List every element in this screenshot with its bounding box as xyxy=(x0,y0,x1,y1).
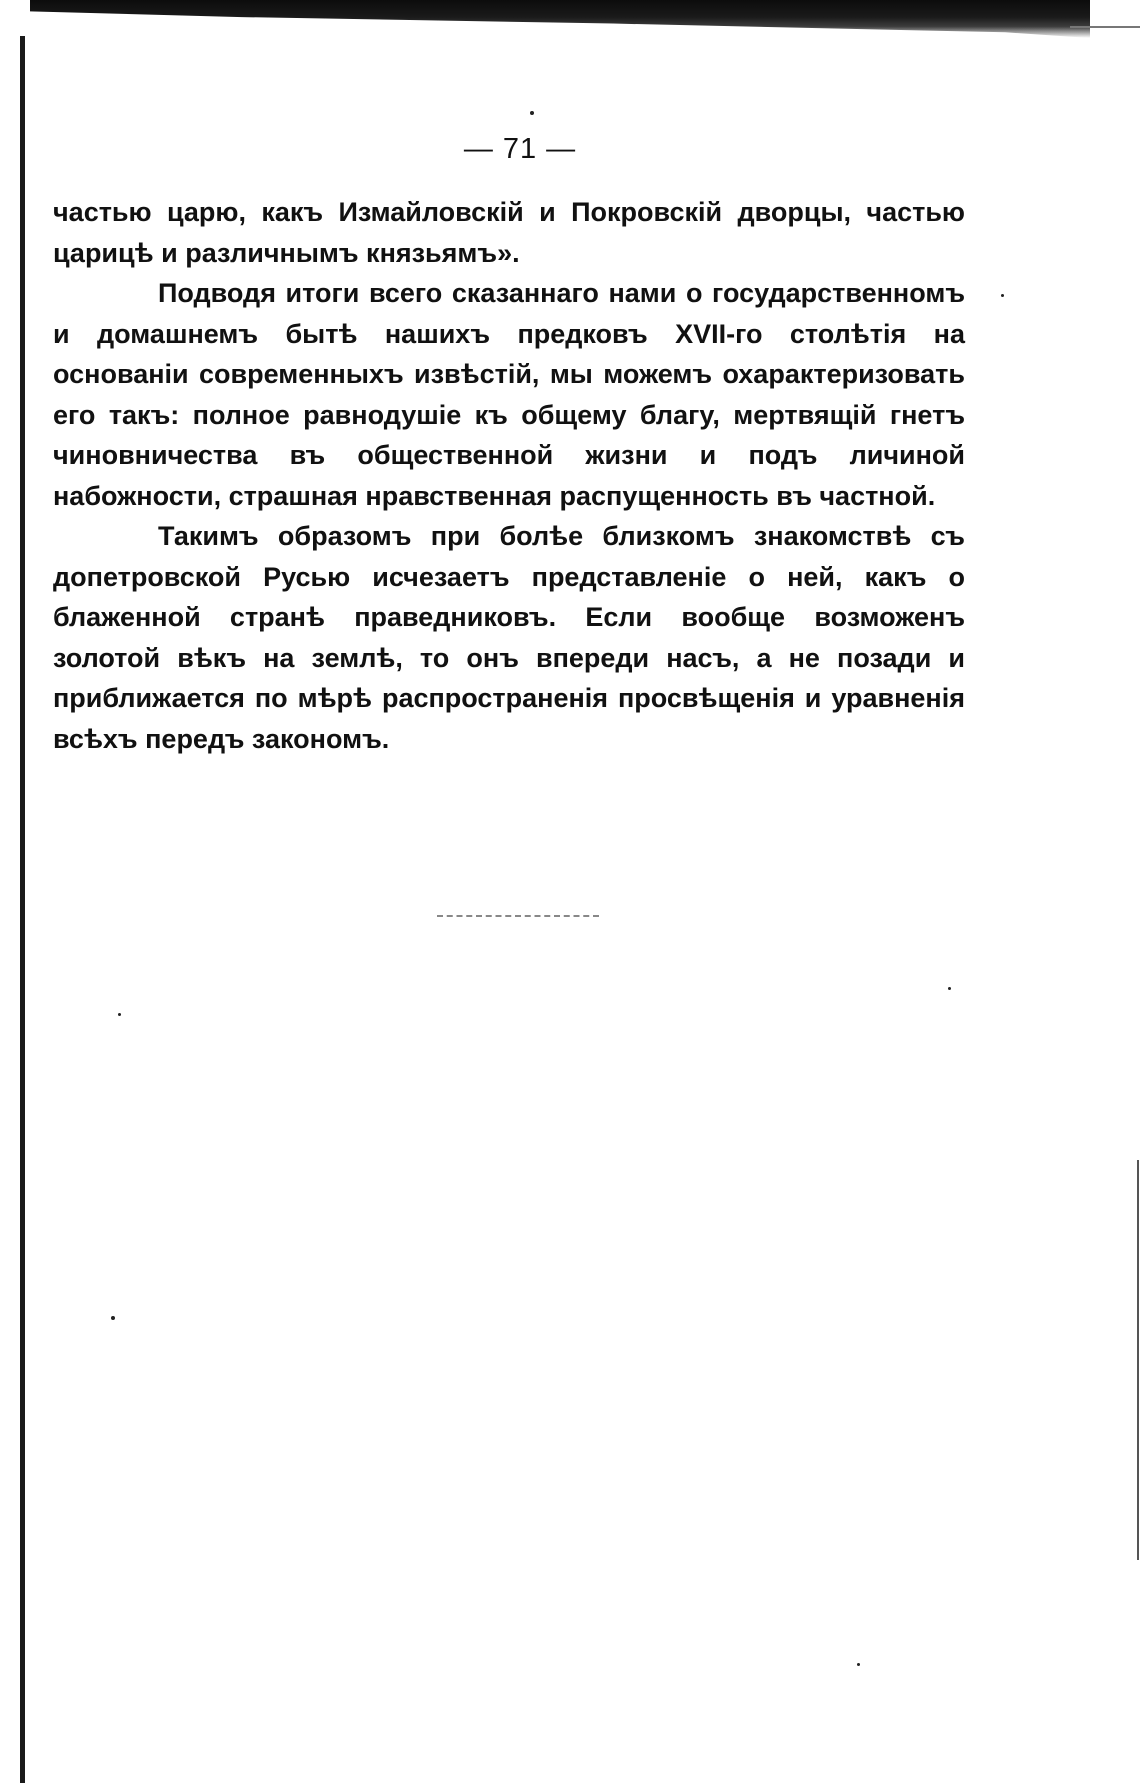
section-separator xyxy=(437,915,599,917)
dust-speck xyxy=(530,111,534,115)
dust-speck xyxy=(118,1013,121,1016)
dust-speck xyxy=(948,987,951,990)
scan-right-edge xyxy=(1137,1160,1139,1560)
paragraph-summary: Подводя итоги всего сказаннаго нами о государственномъ и домашнемъ бытѣ нашихъ предковъ XVII-го столѣтія на основаніи современныхъ извѣстій, мы можемъ охарактеризовать его такъ: полное равнодушіе къ общему благу, мертвящій гнетъ чиновничества въ общественной жизни и подъ личиной набожности, страшная нравственная распущенность въ частной. xyxy=(53,278,965,511)
scan-top-edge-right xyxy=(1070,26,1140,28)
scan-top-edge xyxy=(30,0,1090,38)
dust-speck xyxy=(857,1663,860,1666)
paragraph-conclusion: Такимъ образомъ при болѣе близкомъ знакомствѣ съ допетровской Русью исчезаетъ представленіе о ней, какъ о блаженной странѣ праведниковъ. Если вообще возможенъ золотой вѣкъ на землѣ, то онъ впереди насъ, а не позади и приближается по мѣрѣ распространенія просвѣщенія и уравненія всѣхъ передъ закономъ. xyxy=(53,521,965,754)
paragraph-continuation: частью царю, какъ Измайловскій и Покровскій дворцы, частью царицѣ и различнымъ князьямъ». xyxy=(53,197,965,268)
page-number: — 71 — xyxy=(463,133,577,165)
scan-left-edge xyxy=(20,36,25,1783)
dust-speck xyxy=(1001,294,1004,297)
dust-speck xyxy=(111,1316,115,1320)
page-body xyxy=(53,192,965,759)
